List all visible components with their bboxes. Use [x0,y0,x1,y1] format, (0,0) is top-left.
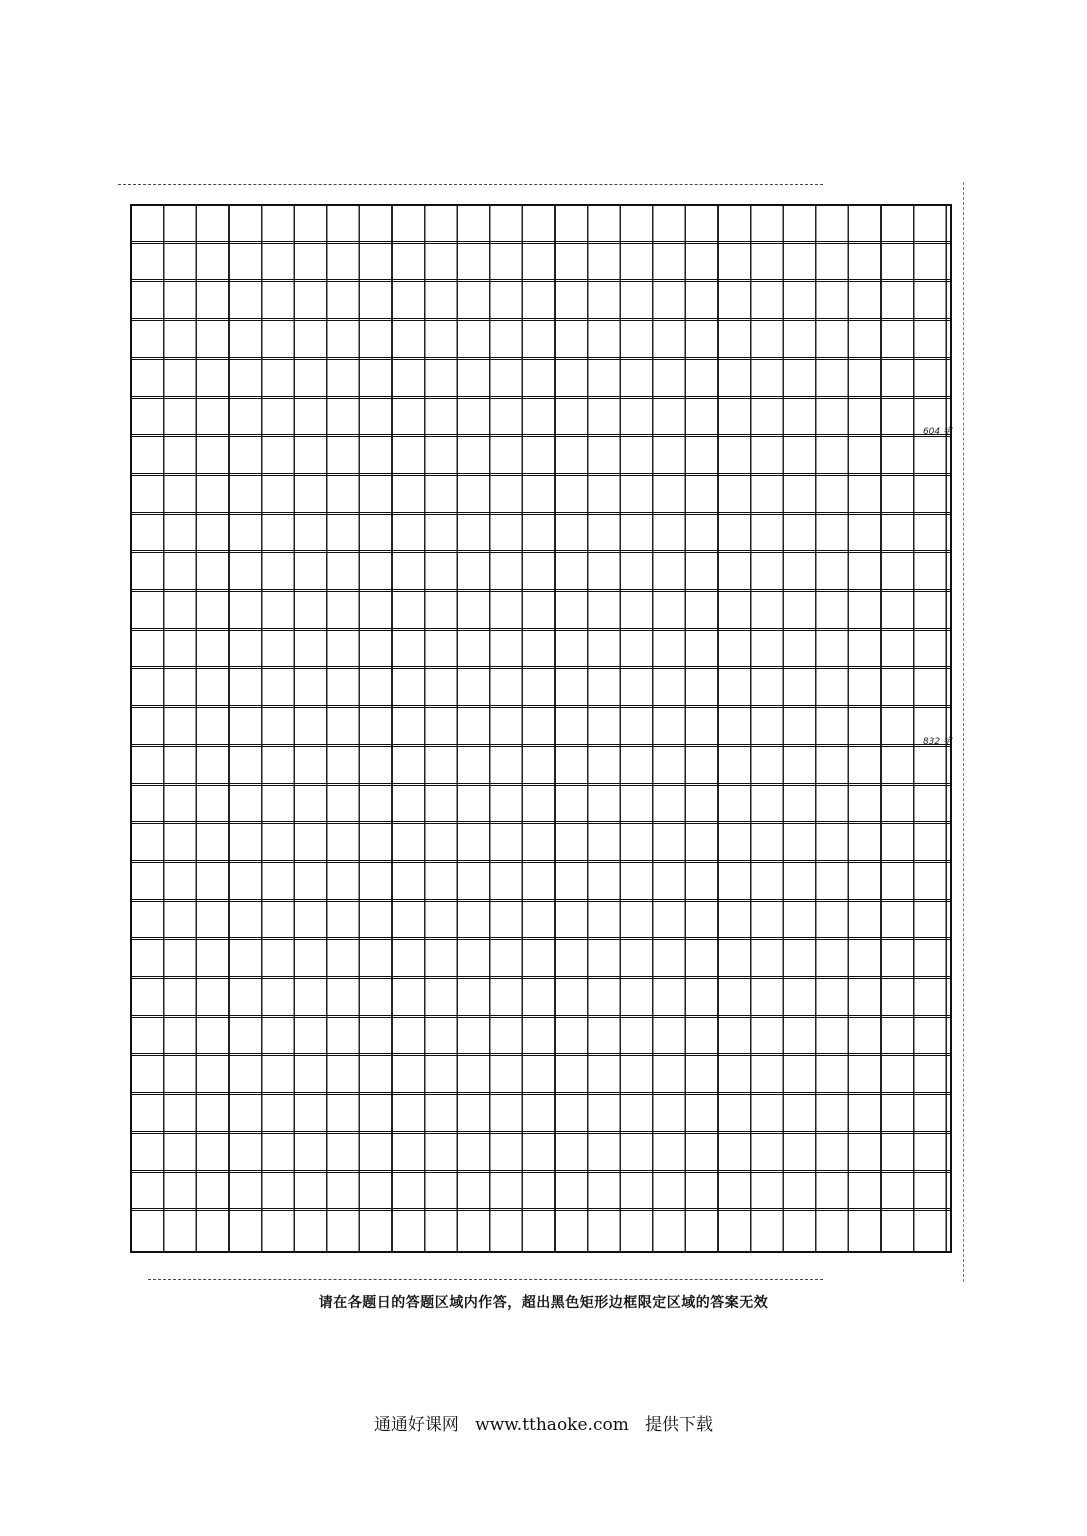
grid-row-separator [132,357,950,360]
word-count-marker: 604 字 [922,427,952,437]
grid-row-separator [132,705,950,708]
grid-row-separator [132,512,950,515]
footer-suffix: 提供下载 [645,1415,714,1435]
grid-row-separator [132,473,950,476]
grid-row-separator [132,821,950,824]
grid-row-separator [132,976,950,979]
grid-row-separator [132,628,950,631]
grid-row-separator [132,550,950,553]
grid-row-separator [132,783,950,786]
footer-url[interactable]: www.tthaoke.com [475,1415,629,1435]
download-footer [0,1410,1087,1435]
answer-area-notice: 请在各题日的答题区域内作答，超出黑色矩形边框限定区域的答案无效 [318,1295,769,1311]
composition-grid [130,204,952,1253]
right-margin-line [963,182,964,1282]
grid-row-separator [132,434,950,437]
grid-row-separator [132,1170,950,1173]
grid-row-separator [132,860,950,863]
grid-row-separator [132,1053,950,1056]
grid-row-separator [132,589,950,592]
grid-row-separator [132,744,950,747]
grid-row-separator [132,899,950,902]
grid-row-separator [132,666,950,669]
grid-row-separator [132,1208,950,1211]
bottom-divider [148,1279,823,1280]
top-divider [118,184,823,185]
footer-site-name: 通通好课网 [373,1415,459,1435]
grid-row-separator [132,279,950,282]
grid-row-separator [132,1131,950,1134]
grid-row-separator [132,1015,950,1018]
word-count-marker: 832 字 [922,737,952,747]
grid-row-separator [132,937,950,940]
grid-row-separator [132,1092,950,1095]
grid-row-separator [132,396,950,399]
grid-row-separator [132,318,950,321]
grid-row-separator [132,241,950,244]
